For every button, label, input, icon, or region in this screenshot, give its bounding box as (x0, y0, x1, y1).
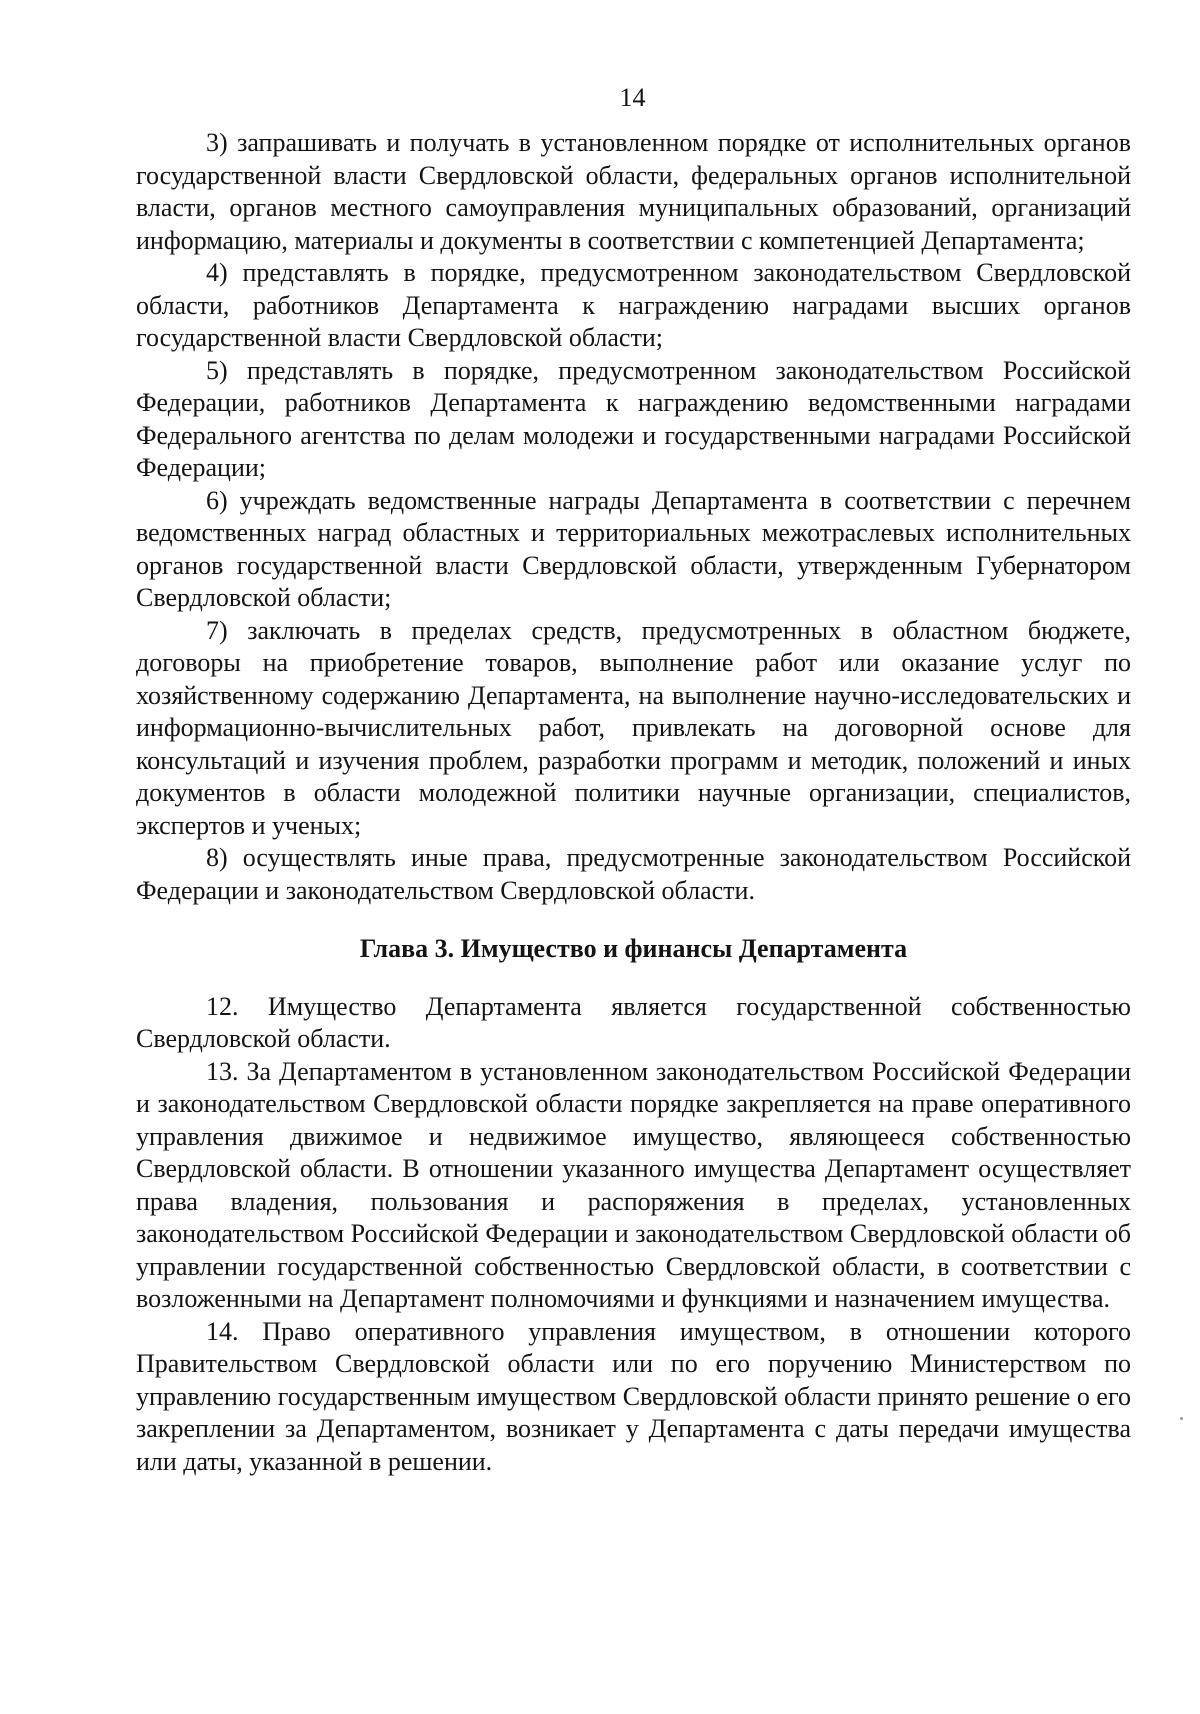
paragraph-item-8: 8) осуществлять иные права, предусмотренные законодательством Российской Федерации и законодательством Свердловской области. (136, 843, 1131, 905)
page-number: 14 (619, 83, 646, 112)
document-body (136, 127, 1131, 1478)
paragraph-clause-13: 13. За Департаментом в установленном законодательством Российской Федерации и законодательством Свердловской области порядке закрепляется на праве оперативного управления движимое и недвижимое имущество, являющееся собственностью Свердловской области. В отношении указанного имущества Департамент осуществляет права владения, пользования и распоряжения в пределах, установленных законодательством Российской Федерации и законодательством Свердловской области об управлении государственной собственностью Свердловской области, в соответствии с возложенными на Департамент полномочиями и функциями и назначением имущества. (136, 1056, 1131, 1313)
paragraph-item-5: 5) представлять в порядке, предусмотренном законодательством Российской Федерации, работников Департамента к награждению ведомственными наградами Федерального агентства по делам молодежи и государственными наградами Российской Федерации; (136, 355, 1131, 482)
chapter-heading: Глава 3. Имущество и финансы Департамента (359, 934, 908, 963)
paragraph-item-7: 7) заключать в пределах средств, предусмотренных в областном бюджете, договоры на приобретение товаров, выполнение работ или оказание услуг по хозяйственному содержанию Департамента, на выполнение научно-исследовательских и информационно-вычислительных работ, привлекать на договорной основе для консультаций и изучения проблем, разработки программ и методик, положений и иных документов в области молодежной политики научные организации, специалистов, экспертов и ученых; (136, 615, 1131, 840)
paragraph-item-4: 4) представлять в порядке, предусмотренном законодательством Свердловской области, работников Департамента к награждению наградами высших органов государственной власти Свердловской области; (136, 258, 1131, 352)
scan-speck (1180, 1417, 1183, 1420)
paragraph-clause-12: 12. Имущество Департамента является государственной собственностью Свердловской области. (136, 991, 1131, 1053)
paragraph-clause-14: 14. Право оперативного управления имуществом, в отношении которого Правительством Свердловской области или по его поручению Министерством по управлению государственным имуществом Свердловской области принято решение о его закреплении за Департаментом, возникает у Департамента с даты передачи имущества или даты, указанной в решении. (136, 1316, 1131, 1476)
paragraph-item-3: 3) запрашивать и получать в установленном порядке от исполнительных органов государственной власти Свердловской области, федеральных органов исполнительной власти, органов местного самоуправления муниципальных образований, организаций информацию, материалы и документы в соответствии с компетенцией Департамента; (136, 128, 1131, 255)
paragraph-item-6: 6) учреждать ведомственные награды Департамента в соответствии с перечнем ведомственных наград областных и территориальных межотраслевых исполнительных органов государственной власти Свердловской области, утвержденным Губернатором Свердловской области; (136, 485, 1131, 612)
